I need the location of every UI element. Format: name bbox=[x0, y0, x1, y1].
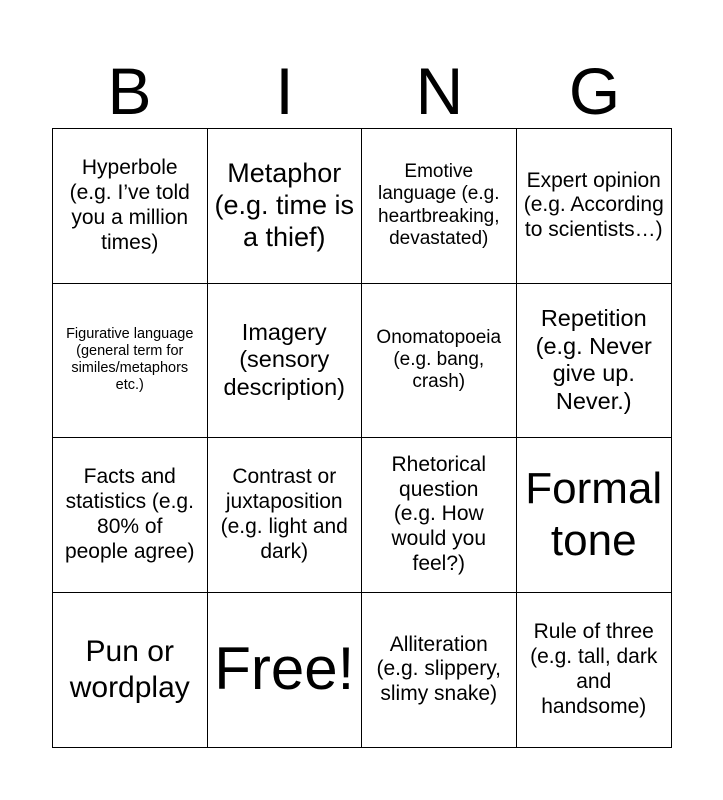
cell-label: Facts and statistics (e.g. 80% of people agree) bbox=[64, 465, 195, 563]
cell-label: Pun or wordplay bbox=[69, 635, 190, 704]
cell-label: Free! bbox=[214, 635, 355, 703]
bingo-header bbox=[52, 54, 672, 128]
bingo-cell[interactable] bbox=[53, 438, 208, 593]
cell-label: Metaphor (e.g. time is a thief) bbox=[214, 157, 355, 252]
cell-label: Hyperbole (e.g. I’ve told you a million times) bbox=[69, 156, 190, 254]
cell-label: Figurative language (general term for similes/metaphors etc.) bbox=[66, 326, 194, 394]
bingo-board bbox=[52, 128, 672, 748]
bingo-cell[interactable] bbox=[362, 438, 517, 593]
bingo-cell[interactable] bbox=[362, 593, 517, 748]
cell-label: Imagery (sensory description) bbox=[223, 318, 345, 401]
bingo-cell[interactable] bbox=[208, 593, 363, 748]
header-letter-n: N bbox=[415, 54, 464, 128]
cell-label: Formal tone bbox=[525, 463, 663, 565]
bingo-cell[interactable] bbox=[208, 129, 363, 284]
cell-label: Expert opinion (e.g. According to scientists…) bbox=[523, 168, 664, 242]
bingo-cell[interactable] bbox=[517, 438, 672, 593]
bingo-cell[interactable] bbox=[517, 593, 672, 748]
cell-label: Emotive language (e.g. heartbreaking, devastated) bbox=[378, 160, 500, 250]
bingo-cell[interactable] bbox=[53, 284, 208, 439]
bingo-cell[interactable] bbox=[362, 284, 517, 439]
cell-label: Contrast or juxtaposition (e.g. light and dark) bbox=[220, 465, 348, 563]
bingo-cell[interactable] bbox=[208, 284, 363, 439]
header-letter-i: I bbox=[275, 54, 294, 128]
bingo-cell[interactable] bbox=[517, 284, 672, 439]
cell-label: Rule of three (e.g. tall, dark and handsome) bbox=[530, 620, 658, 718]
cell-label: Rhetorical question (e.g. How would you feel?) bbox=[391, 452, 487, 575]
cell-label: Alliteration (e.g. slippery, slimy snake) bbox=[376, 632, 501, 706]
bingo-cell[interactable] bbox=[517, 129, 672, 284]
bingo-cell[interactable] bbox=[208, 438, 363, 593]
cell-label: Onomatopoeia (e.g. bang, crash) bbox=[376, 326, 502, 393]
bingo-cell[interactable] bbox=[53, 129, 208, 284]
cell-label: Repetition (e.g. Never give up. Never.) bbox=[535, 304, 652, 414]
bingo-cell[interactable] bbox=[362, 129, 517, 284]
header-letter-g: G bbox=[568, 54, 621, 128]
bingo-cell[interactable] bbox=[53, 593, 208, 748]
header-letter-b: B bbox=[107, 54, 152, 128]
